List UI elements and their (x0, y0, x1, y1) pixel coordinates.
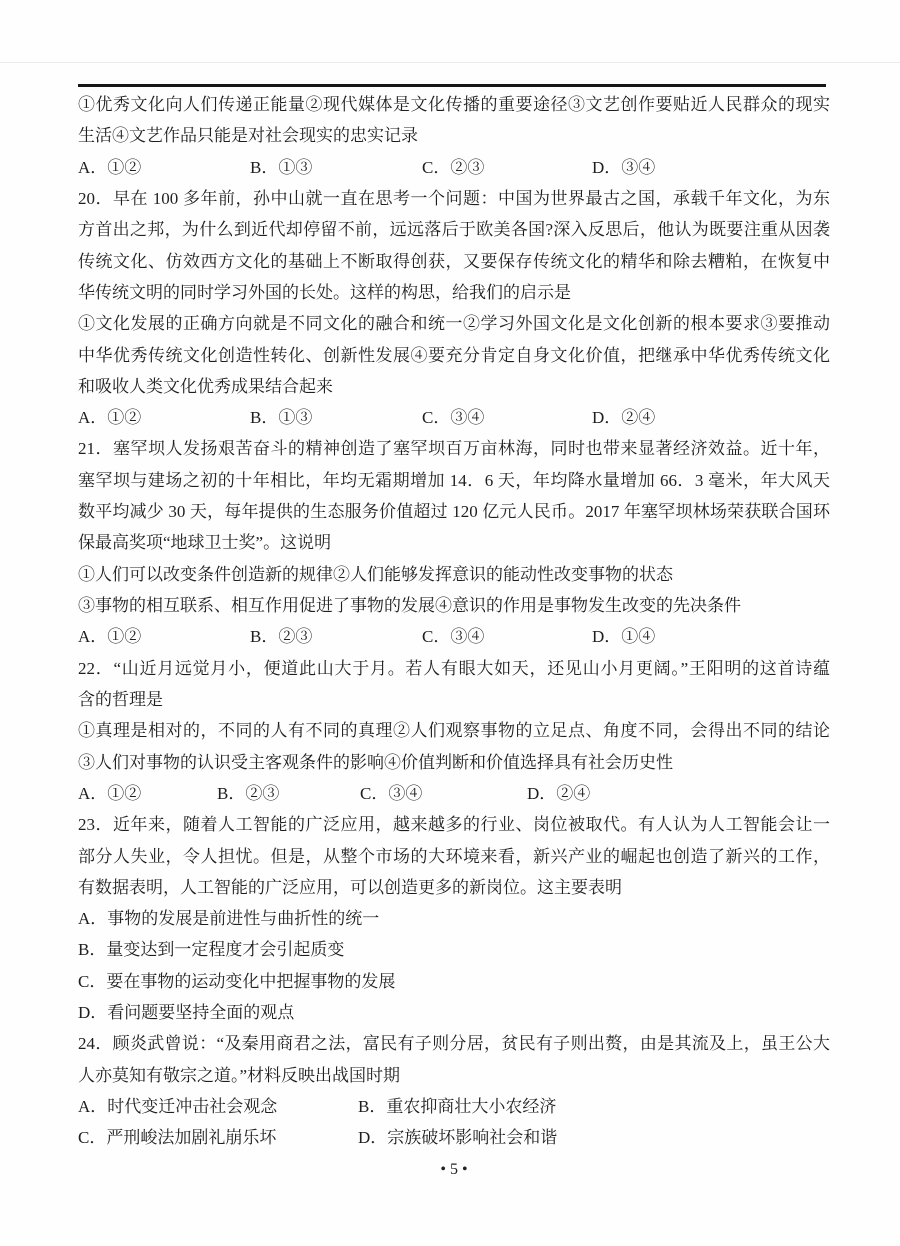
text-line: ①文化发展的正确方向就是不同文化的融合和统一②学习外国文化是文化创新的根本要求③要推动 (78, 314, 830, 334)
text-line: 华传统文明的同时学习外国的长处。这样的构思，给我们的启示是 (78, 282, 571, 302)
option-label: C．③④ (422, 627, 485, 647)
text-line: C．要在事物的运动变化中把握事物的发展 (78, 971, 396, 991)
text-line: ③事物的相互联系、相互作用促进了事物的发展④意识的作用是事物发生改变的先决条件 (78, 596, 741, 615)
option-label: D．②④ (527, 783, 591, 803)
text-line: 22．“山近月远觉月小，便道此山大于月。若人有眼大如天，还见山小月更阔。”王阳明的这首诗蕴 (78, 658, 830, 678)
text-line: B．量变达到一定程度才会引起质变 (78, 940, 345, 960)
option-label: C．严刑峻法加剧礼崩乐坏 (78, 1128, 277, 1148)
option-label: C．②③ (422, 157, 485, 177)
option-label: A．①② (78, 157, 142, 177)
text-line: 20．早在 100 多年前，孙中山就一直在思考一个问题：中国为世界最古之国，承载千年文化，为东 (78, 188, 830, 208)
text-line: 有数据表明，人工智能的广泛应用，可以创造更多的新岗位。这主要表明 (78, 877, 622, 897)
text-line: 保最高奖项“地球卫士奖”。这说明 (78, 533, 332, 553)
scan-artifact-line (0, 62, 900, 63)
text-line: 塞罕坝与建场之初的十年相比，年均无霜期增加 14．6 天，年均降水量增加 66．3 毫米，年大风天 (78, 470, 830, 490)
options-row (78, 152, 830, 183)
text-line: ③人们对事物的认识受主客观条件的影响④价值判断和价值选择具有社会历史性 (78, 752, 673, 772)
text-line: 生活④文艺作品只能是对社会现实的忠实记录 (78, 126, 418, 146)
option-label: B．①③ (250, 408, 313, 428)
option-label: A．①② (78, 627, 142, 647)
text-line: ①真理是相对的，不同的人有不同的真理②人们观察事物的立足点、角度不同，会得出不同的结论 (78, 721, 830, 741)
option-label: C．③④ (360, 783, 423, 803)
options-row (78, 1091, 830, 1122)
page-number: • 5 • (440, 1161, 468, 1178)
option-label: D．①④ (592, 627, 656, 647)
option-label: D．宗族破坏影响社会和谐 (358, 1128, 558, 1148)
option-label: A．时代变迁冲击社会观念 (78, 1097, 278, 1116)
option-label: B．重农抑商壮大小农经济 (358, 1097, 557, 1116)
options-row (78, 621, 830, 652)
text-line: ①优秀文化向人们传递正能量②现代媒体是文化传播的重要途径③文艺创作要贴近人民群众的现实 (78, 95, 830, 114)
option-label: B．①③ (250, 157, 313, 177)
text-line: 数平均减少 30 天，每年提供的生态服务价值超过 120 亿元人民币。2017 年塞罕坝林场荣获联合国环 (78, 502, 830, 522)
option-label: C．③④ (422, 408, 485, 428)
text-line: 部分人失业，令人担忧。但是，从整个市场的大环境来看，新兴产业的崛起也创造了新兴的工作， (78, 846, 830, 866)
text-line: 和吸收人类文化优秀成果结合起来 (78, 376, 333, 396)
option-label: B．②③ (217, 783, 280, 803)
text-line: 23．近年来，随着人工智能的广泛应用，越来越多的行业、岗位被取代。有人认为人工智能会让一 (78, 815, 830, 835)
options-row (78, 402, 830, 433)
option-label: D．②④ (592, 408, 656, 428)
header-rule (78, 84, 826, 87)
text-line: A．事物的发展是前进性与曲折性的统一 (78, 909, 380, 929)
option-label: B．②③ (250, 627, 313, 647)
option-label: A．①② (78, 408, 142, 428)
text-line: 含的哲理是 (78, 689, 163, 709)
text-line: 24．顾炎武曾说：“及秦用商君之法，富民有子则分居，贫民有子则出赘，由是其流及上，虽王公大 (78, 1034, 830, 1054)
text-line: 方首出之邦，为什么到近代却停留不前，远远落后于欧美各国?深入反思后，他认为既要注重从因袭 (78, 220, 830, 240)
text-column (78, 89, 830, 1154)
options-row (78, 1122, 830, 1153)
text-line: D．看问题要坚持全面的观点 (78, 1003, 295, 1023)
text-line: 传统文化、仿效西方文化的基础上不断取得创获，又要保存传统文化的精华和除去糟粕，在恢复中 (78, 251, 830, 271)
text-line: 21．塞罕坝人发扬艰苦奋斗的精神创造了塞罕坝百万亩林海，同时也带来显著经济效益。近十年， (78, 439, 830, 459)
text-line: 中华优秀传统文化创造性转化、创新性发展④要充分肯定自身文化价值，把继承中华优秀传统文化 (78, 345, 830, 365)
options-row (78, 778, 830, 809)
text-line: 人亦莫知有敬宗之道。”材料反映出战国时期 (78, 1065, 401, 1085)
option-label: D．③④ (592, 157, 656, 177)
text-line: ①人们可以改变条件创造新的规律②人们能够发挥意识的能动性改变事物的状态 (78, 564, 673, 584)
option-label: A．①② (78, 783, 142, 803)
